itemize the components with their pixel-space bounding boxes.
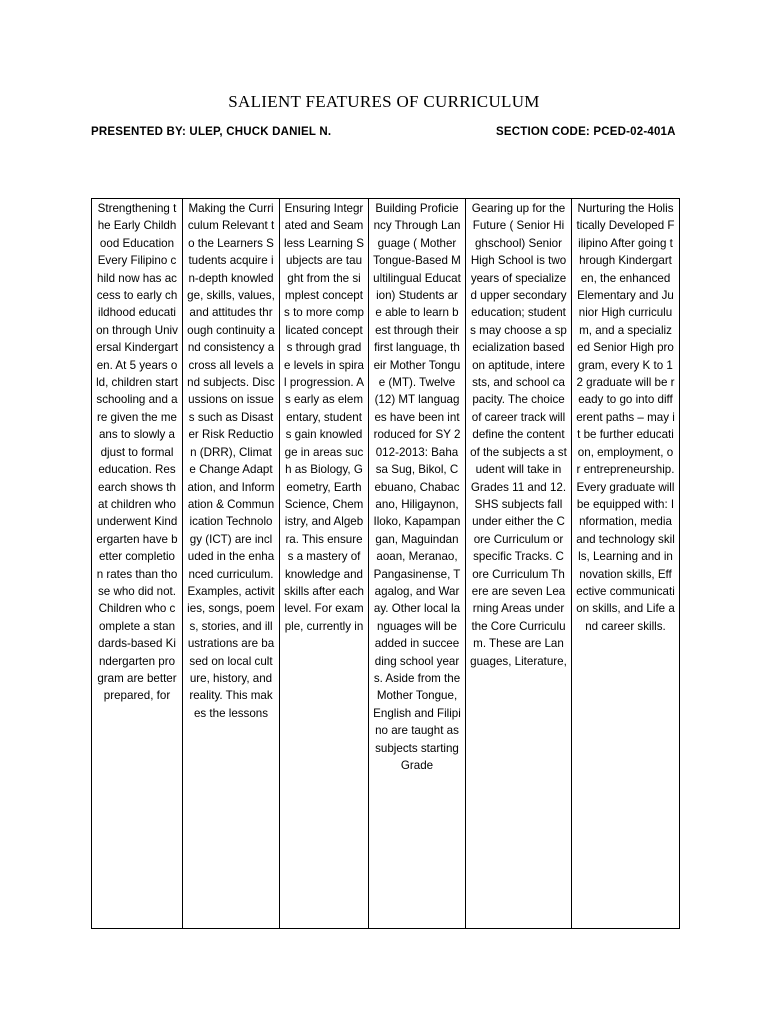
cell-text: Ensuring Integrated and Seamless Learning Subjects are taught from the simplest concepts to more complicated concepts through grade levels in spiral progression. As early as elementary, students gain knowledge in areas such as Biology, Geometry, Earth Science, Chemistry, and Algebra. This ensures a mastery of knowledge and skills after each level. For example, currently in <box>284 202 364 633</box>
cell-text: Building Proficiency Through Language ( Mother Tongue-Based Multilingual Education) Students are able to learn best through their first language, their Mother Tongue (MT). Twelve (12) MT languages have been introduced for SY 2012-2013: Bahasa Sug, Bikol, Cebuano, Chabacano, Hiligaynon, Iloko, Kapampangan, Maguindanaoan, Meranao, Pangasinense, Tagalog, and Waray. Other local languages will be added in succeeding school years. Aside from the Mother Tongue, English and Filipino are taught as subjects starting Grade <box>373 202 461 772</box>
curriculum-table <box>91 198 680 929</box>
cell-text: Strengthening the Early Childhood Education Every Filipino child now has access to early childhood education through Universal Kindergarten. At 5 years old, children start schooling and are given the means to slowly adjust to formal education. Research shows that children who underwent Kindergarten have better completion rates than those who did not. Children who complete a standards-based Kindergarten program are better prepared, for <box>96 202 178 703</box>
cell-language-proficiency <box>369 199 466 929</box>
cell-text: Gearing up for the Future ( Senior Highschool) Senior High School is two years of specialized upper secondary education; students may choose a specialization based on aptitude, interests, and school capacity. The choice of career track will define the content of the subjects a student will take in Grades 11 and 12. SHS subjects fall under either the Core Curriculum or specific Tracks. Core Curriculum There are seven Learning Areas under the Core Curriculum. These are Languages, Literature, <box>470 202 567 668</box>
table-row <box>92 199 680 929</box>
cell-integrated-learning <box>280 199 369 929</box>
presenter-line: PRESENTED BY: ULEP, CHUCK DANIEL N. <box>91 126 332 138</box>
document-title: SALIENT FEATURES OF CURRICULUM <box>228 92 540 111</box>
cell-text: Nurturing the Holistically Developed Filipino After going through Kindergarten, the enhanced Elementary and Junior High curriculum, and a specialized Senior High program, every K to 12 graduate will be ready to go into different paths – may it be further education, employment, or entrepreneurship. Every graduate will be equipped with: Information, media and technology skills, Learning and innovation skills, Effective communication skills, and Life and career skills. <box>576 202 675 633</box>
cell-early-childhood <box>92 199 183 929</box>
cell-holistic-filipino <box>572 199 680 929</box>
section-code: SECTION CODE: PCED-02-401A <box>496 126 676 138</box>
cell-relevant-curriculum <box>183 199 280 929</box>
cell-text: Making the Curriculum Relevant to the Learners Students acquire in-depth knowledge, skills, values, and attitudes through continuity and consistency across all levels and subjects. Discussions on issues such as Disaster Risk Reduction (DRR), Climate Change Adaptation, and Information & Communication Technology (ICT) are included in the enhanced curriculum. Examples, activities, songs, poems, stories, and illustrations are based on local culture, history, and reality. This makes the lessons <box>187 202 275 720</box>
cell-senior-highschool <box>466 199 572 929</box>
